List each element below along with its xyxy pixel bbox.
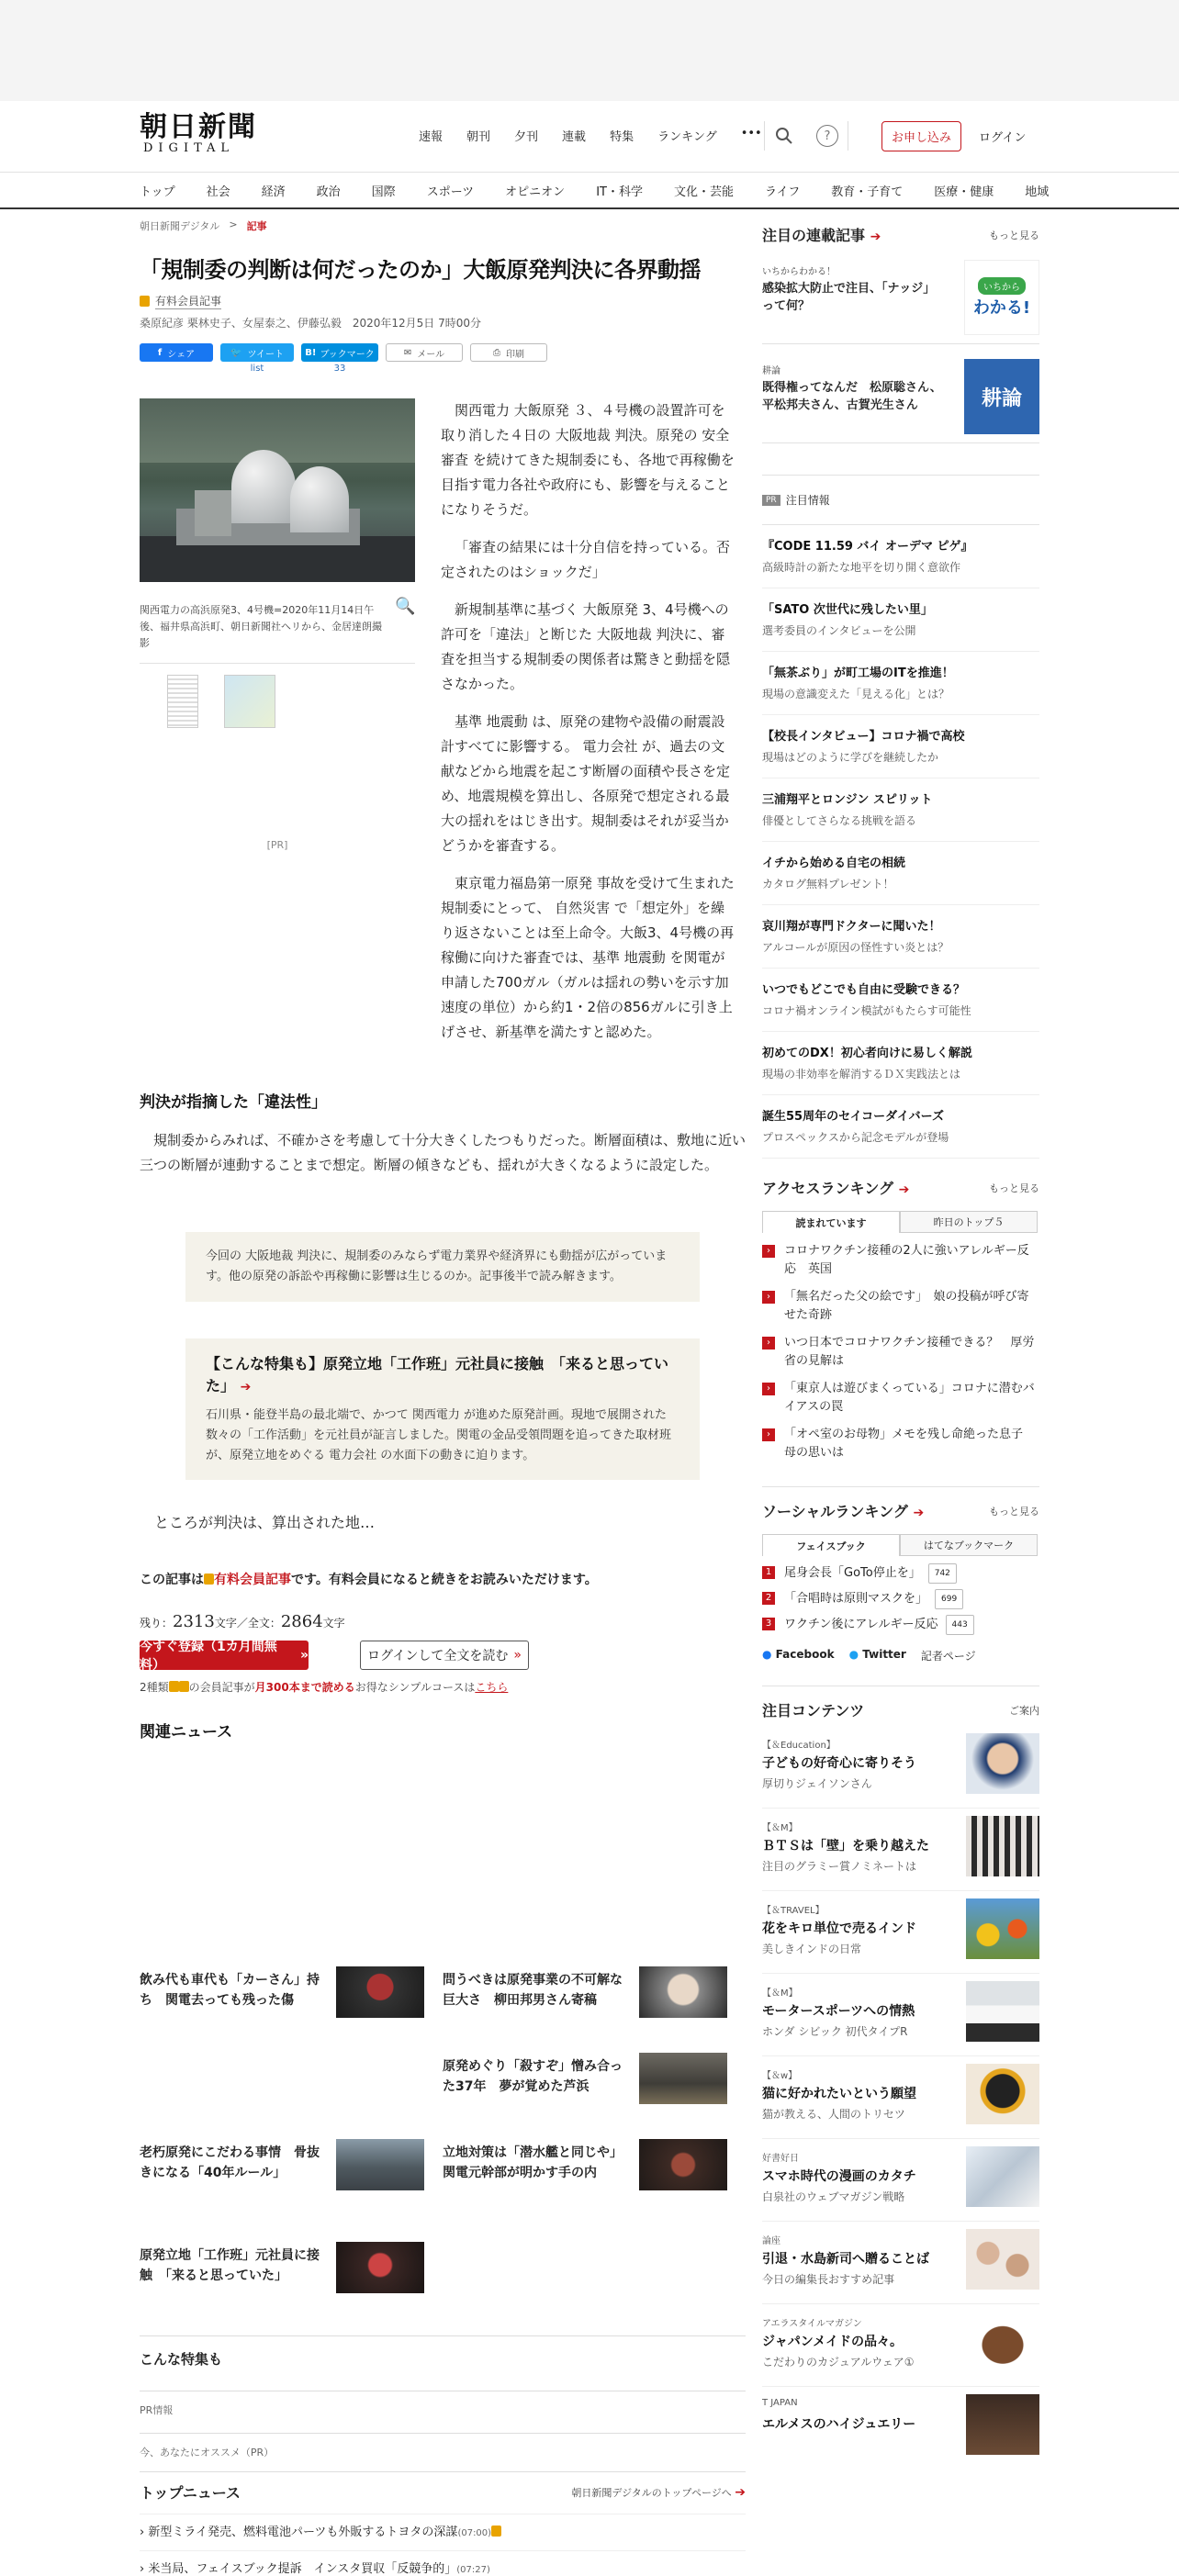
cat-sports[interactable]: スポーツ <box>426 185 475 199</box>
related-item[interactable]: 老朽原発にこだわる事情 骨抜きになる「40年ルール」 <box>140 2139 426 2194</box>
tab-hatena[interactable]: はてなブックマーク <box>900 1534 1038 1556</box>
login-read-button[interactable]: ログインして全文を読む » <box>360 1641 529 1670</box>
pr-item[interactable]: 三浦翔平とロンジン スピリット 俳優としてさらなる挑戦を語る <box>762 778 1039 842</box>
social-links <box>762 1648 1039 1663</box>
course-link[interactable]: こちら <box>475 1681 509 1694</box>
more-link[interactable]: もっと見る <box>989 1505 1039 1518</box>
summary-box: 今回の 大阪地裁 判決に、規制委のみならず電力業界や経済界にも動揺が広がっています。他の原発の訴訟や再稼働に影響は生じるのか。記事後半で読み解きます。 <box>185 1232 700 1302</box>
serial-item[interactable]: 耕論 既得権ってなんだ 松原聡さん、平松邦夫さん、古賀光生さん 耕論 <box>762 344 1039 443</box>
pr-list <box>762 524 1039 1159</box>
content-image <box>966 1733 1039 1794</box>
pr-item[interactable]: 誕生55周年のセイコーダイバーズ プロスペックスから記念モデルが登場 <box>762 1095 1039 1159</box>
pr-item[interactable]: 【校長インタビュー】コロナ禍で高校 現場はどのように学びを継続したか <box>762 715 1039 778</box>
content-item[interactable]: 【＆M】 ＢＴＳは「壁」を乗り越えた 注目のグラミー賞ノミネートは <box>762 1809 1039 1891</box>
lock-icon <box>204 1574 214 1585</box>
print-icon: ⎙ <box>493 347 500 358</box>
lock-icon <box>169 1681 179 1692</box>
feature-title[interactable]: 【こんな特集も】原発立地「工作班」元社員に接触 「来ると思っていた」 ➔ <box>206 1355 669 1394</box>
chevron-right-icon: › <box>140 2526 149 2539</box>
paragraph: 基準 地震動 は、原発の建物や設備の耐震設計すべてに影響する。 電力会社 が、過去の文献などから地震を起こす断層の面積や長さを定め、地震規模を算出し、各原発で想定される最大の揺れをはじき出す。規制委はそれが妥当かどうかを審査する。 <box>441 713 731 854</box>
recommend-label: 今、あなたにオススメ（PR） <box>140 2433 746 2459</box>
serial-image: いちから わかる! <box>964 260 1039 335</box>
hatena-icon: B! <box>305 347 317 358</box>
topnews-item[interactable]: › 新型ミライ発売、燃料電池パーツも外販するトヨタの深謀(07:00) <box>140 2514 746 2539</box>
contents-list <box>762 1726 1039 2470</box>
arrow-right-icon: ➔ <box>240 1380 252 1394</box>
content-item[interactable]: 【＆w】 猫に好かれたいという願望 猫が教える、人間のトリセツ <box>762 2056 1039 2139</box>
rank-marker: › <box>762 1245 775 1258</box>
site-logo[interactable]: 朝日新聞 DIGITAL <box>140 111 257 155</box>
pr-item[interactable]: 哀川翔が専門ドクターに聞いた！ アルコールが原因の怪性すい炎とは？ <box>762 905 1039 969</box>
content-image <box>966 1898 1039 1959</box>
cat-health[interactable]: 医療・健康 <box>934 185 994 199</box>
topnews-item[interactable]: › 米当局、フェイスブック提訴 インスタ買収「反競争的」(07:27) <box>140 2550 746 2576</box>
hatena-bookmark-button[interactable]: B! ブックマーク 33 <box>301 343 378 362</box>
rank-marker: › <box>762 1428 775 1441</box>
pr-item[interactable]: 「無茶ぶり」が町工場のITを推進！ 現場の意識変えた「見える化」とは？ <box>762 652 1039 715</box>
content-item[interactable]: 好書好日 スマホ時代の漫画のカタチ 白泉社のウェブマガジン戦略 <box>762 2139 1039 2222</box>
sidebar <box>762 213 1039 2470</box>
konna-heading: こんな特集も <box>140 2335 746 2369</box>
related-image <box>336 2242 424 2293</box>
rank-marker: › <box>762 1383 775 1395</box>
paragraph: 「審査の結果には十分自信を持っている。否定されたのはショックだ」 <box>441 539 731 580</box>
top-ad-space <box>0 0 1179 101</box>
facebook-link[interactable]: ● Facebook <box>762 1648 835 1661</box>
zoom-icon[interactable]: 🔍 <box>395 597 416 616</box>
tab-facebook[interactable]: フェイスブック <box>762 1534 900 1556</box>
cat-society[interactable]: 社会 <box>206 185 230 199</box>
header-icons <box>755 121 858 151</box>
nav-yukan[interactable]: 夕刊 <box>514 130 539 144</box>
content-item[interactable]: T JAPAN エルメスのハイジュエリー <box>762 2387 1039 2470</box>
paragraph: 関西電力 大飯原発 ３、４号機の設置許可を取り消した４日の 大阪地裁 判決。原発の 安全審査 を続けてきた規制委にも、各地で再稼働を目指す電力各社や政府にも、影響を与えることになりそうだ。 <box>441 402 735 518</box>
access-tabs <box>762 1211 1039 1233</box>
related-image <box>336 2139 424 2190</box>
contents-header: 注目コンテンツ ご案内 <box>762 1686 1039 1720</box>
crumb-home[interactable]: 朝日新聞デジタル <box>140 220 220 232</box>
content-image <box>966 2394 1039 2455</box>
article-body <box>441 398 735 1058</box>
login-button[interactable]: ログイン <box>979 131 1027 145</box>
mail-icon: ✉ <box>403 347 412 358</box>
social-item[interactable]: 1 尾身会長「GoTo停止を」 742 <box>762 1563 1039 1584</box>
ranking-item[interactable]: › 「無名だった父の絵です」 娘の投稿が呼び寄せた奇跡 <box>762 1288 1039 1325</box>
chevron-right-icon: › <box>140 2562 149 2576</box>
access-list <box>762 1242 1039 1462</box>
content-image <box>966 1816 1039 1876</box>
cat-opinion[interactable]: オピニオン <box>505 185 566 199</box>
more-link[interactable]: もっと見る <box>989 1182 1039 1194</box>
lock-icon <box>140 296 150 307</box>
guide-link[interactable]: ご案内 <box>1009 1704 1039 1717</box>
social-item[interactable]: 2 「合唱時は原則マスクを」 699 <box>762 1589 1039 1609</box>
related-image <box>639 1966 727 2018</box>
twitter-share-button[interactable]: 🐦 ツイート list <box>220 343 294 362</box>
rank-marker: › <box>762 1337 775 1350</box>
facebook-icon: f <box>157 347 163 358</box>
topnews-link[interactable]: 朝日新聞デジタルのトップページへ ➔ <box>571 2484 746 2500</box>
rank-marker: › <box>762 1291 775 1304</box>
main-column <box>140 213 747 2576</box>
content-item[interactable]: 論座 引退・水島新司へ贈ることば 今日の編集長おすすめ記事 <box>762 2222 1039 2304</box>
social-ranking-header: ソーシャルランキング ➔ もっと見る <box>762 1486 1039 1521</box>
lock-icon <box>491 2526 501 2537</box>
mail-button[interactable]: ✉ メール <box>386 343 463 362</box>
section-heading: 判決が指摘した「違法性」 <box>140 1093 327 1112</box>
course-note: 2種類 の会員記事が月300本まで読めるお得なシンプルコースはこちら <box>140 1681 509 1694</box>
twitter-icon: ● <box>848 1648 859 1661</box>
related-heading: 関連ニュース <box>140 1723 233 1742</box>
content-item[interactable]: 【＆Education】 子どもの好奇心に寄りそう 厚切りジェイソンさん <box>762 1726 1039 1809</box>
double-chevron-icon: » <box>299 1648 309 1663</box>
crumb-current[interactable]: 記事 <box>246 220 267 232</box>
breadcrumb <box>140 218 746 233</box>
cat-life[interactable]: ライフ <box>764 185 801 199</box>
cat-education[interactable]: 教育・子育て <box>831 185 904 199</box>
category-nav <box>0 173 1179 209</box>
facebook-icon: ● <box>762 1648 772 1661</box>
cat-politics[interactable]: 政治 <box>316 185 341 199</box>
social-tabs <box>762 1534 1039 1556</box>
paywall-note: この記事は 有料会員記事です。有料会員になると続きをお読みいただけます。 <box>140 1573 598 1587</box>
nav-tokushu[interactable]: 特集 <box>610 130 634 144</box>
related-item[interactable]: 飲み代も車代も「カーさん」持ち 関電去っても残った傷 <box>140 1966 426 2022</box>
content-item[interactable]: アエラスタイルマガジン ジャパンメイドの品々。 こだわりのカジュアルウェア① <box>762 2304 1039 2387</box>
content-image <box>966 2146 1039 2207</box>
arrow-right-icon: ➔ <box>735 2484 746 2500</box>
site-header <box>0 101 1179 173</box>
photo-caption: 関西電力の高浜原発3、4号機=2020年11月14日午後、福井県高浜町、朝日新聞社ヘリから、金居達朗撮影 <box>140 604 382 649</box>
apply-button[interactable]: お申し込み <box>881 121 961 151</box>
header-nav <box>419 127 762 144</box>
cutoff-text: ところが判決は、算出された地… <box>154 1514 376 1531</box>
cat-economy[interactable]: 経済 <box>261 185 286 199</box>
double-chevron-icon: » <box>513 1648 522 1663</box>
pr-label: [PR] <box>266 839 288 851</box>
crumb-sep: > <box>229 218 238 230</box>
thumbnail-document[interactable] <box>167 675 198 728</box>
related-item[interactable]: 原発めぐり「殺すぞ」憎み合った37年 夢が覚めた芦浜 <box>443 2053 729 2108</box>
thumbnail-map[interactable] <box>224 675 275 728</box>
content-image <box>966 2229 1039 2290</box>
paragraph: 東京電力福島第一原発 事故を受けて生まれた規制委にとって、 自然災害 で「想定外」を繰り返さないことは至上命令。大飯3、4号機の再稼働に向けた審査では、基準 地震動 を関電が申請した700ガル（ガルは揺れの勢いを示す加速度の単位）から約1・2倍の856ガルに引き上げさせ、新基準を満たすと認めた。 <box>441 875 735 1040</box>
share-buttons <box>140 343 746 374</box>
tab-most-read[interactable]: 読まれています <box>762 1211 900 1233</box>
nav-ranking[interactable]: ランキング <box>657 130 717 144</box>
arrow-right-icon: ➔ <box>913 1506 925 1520</box>
related-item[interactable]: 原発立地「工作班」元社員に接触 「来ると思っていた」 <box>140 2242 426 2297</box>
related-image <box>639 2053 727 2104</box>
content-item[interactable]: 【＆M】 モータースポーツへの情熱 ホンダ シビック 初代タイプR <box>762 1974 1039 2056</box>
ranking-item[interactable]: › 「オペ室のお母物」メモを残し命絶った息子 母の思いは <box>762 1426 1039 1462</box>
pr-item[interactable]: 『CODE 11.59 バイ オーデマ ピゲ』 高級時計の新たな地平を切り開く意欲作 <box>762 525 1039 588</box>
reporter-link[interactable]: 記者ページ <box>920 1650 976 1663</box>
access-ranking-header: アクセスランキング ➔ もっと見る <box>762 1180 1039 1197</box>
nav-more[interactable]: ••• <box>740 127 762 140</box>
pr-item[interactable]: 初めてのDX！初心者向けに易しく解説 現場の非効率を解消するＤＸ実践法とは <box>762 1032 1039 1095</box>
pr-item[interactable]: 「SATO 次世代に残したい里」 選考委員のインタビューを公開 <box>762 588 1039 652</box>
search-icon[interactable] <box>774 126 794 146</box>
cat-it-science[interactable]: IT・科学 <box>596 185 643 199</box>
remaining-count: 残り：2313文字／全文：2864文字 <box>140 1612 345 1631</box>
ranking-item[interactable]: › コロナワクチン接種の2人に強いアレルギー反応 英国 <box>762 1242 1039 1279</box>
twitter-link[interactable]: ● Twitter <box>848 1648 906 1661</box>
print-button[interactable]: ⎙ 印刷 <box>470 343 547 362</box>
lock-icon <box>179 1681 189 1692</box>
cat-culture[interactable]: 文化・芸能 <box>673 185 734 199</box>
related-image <box>639 2139 727 2190</box>
photo-thumbnails <box>140 663 415 728</box>
pr-item[interactable]: いつでもどこでも自由に受験できる？ コロナ禍オンライン模試がもたらす可能性 <box>762 969 1039 1032</box>
article-photo[interactable] <box>140 398 415 582</box>
cat-international[interactable]: 国際 <box>371 185 396 199</box>
feature-text: 石川県・能登半島の最北端で、かつて 関西電力 が進めた原発計画。現地で展開された数々の「工作活動」を元社員が証言しました。関電の金品受領問題を追ってきた取材班が、原発立地をめぐる 電力会社 の水面下の動きに迫ります。 <box>206 1408 672 1462</box>
social-list <box>762 1563 1039 1635</box>
related-item[interactable]: 問うべきは原発事業の不可解な巨大さ 柳田邦男さん寄稿 <box>443 1966 729 2022</box>
byline: 桑原紀彦 栗林史子、女屋泰之、伊藤弘毅 2020年12月5日 7時00分 <box>140 317 481 330</box>
divider <box>764 121 765 151</box>
facebook-share-button[interactable]: f シェア <box>140 343 213 362</box>
serial-image: 耕論 <box>964 359 1039 434</box>
ranking-item[interactable]: › いつ日本でコロナワクチン接種できる？ 厚労省の見解は <box>762 1334 1039 1371</box>
serial-header: 注目の連載記事 ➔ もっと見る <box>762 227 1039 244</box>
nav-rensai[interactable]: 連載 <box>562 130 587 144</box>
help-icon[interactable]: ? <box>816 125 838 147</box>
content-image <box>966 2312 1039 2372</box>
arrow-right-icon: ➔ <box>898 1182 910 1197</box>
feature-box[interactable] <box>185 1338 700 1480</box>
member-badge: 有料会員記事 <box>140 293 746 309</box>
cat-top[interactable]: トップ <box>140 185 175 199</box>
social-item[interactable]: 3 ワクチン後にアレルギー反応 443 <box>762 1615 1039 1635</box>
nav-sokuho[interactable]: 速報 <box>419 130 444 144</box>
pr-header: PR 注目情報 <box>762 492 1039 508</box>
serial-item[interactable]: いちからわかる！ 感染拡大防止で注目、「ナッジ」って何？ いちから わかる! <box>762 245 1039 344</box>
paragraph: 規制委からみれば、不確かさを考慮して十分大きくしたつもりだった。断層面積は、敷地に近い三つの断層が連動することまで想定。断層の傾きなども、揺れが大きくなるように設定した。 <box>140 1132 747 1173</box>
nav-choukan[interactable]: 朝刊 <box>466 130 491 144</box>
register-button[interactable]: 今すぐ登録（1カ月間無料） » <box>140 1640 309 1673</box>
more-link[interactable]: もっと見る <box>989 229 1039 241</box>
ranking-item[interactable]: › 「東京人は遊びまくっている」コロナに潜むバイアスの罠 <box>762 1380 1039 1417</box>
related-item[interactable]: 立地対策は「潜水艦と同じや」関電元幹部が明かす手の内 <box>443 2139 729 2194</box>
content-image <box>966 2064 1039 2124</box>
pr-info: PR情報 <box>140 2391 746 2417</box>
content-image <box>966 1981 1039 2042</box>
tab-yesterday-top5[interactable]: 昨日のトップ５ <box>900 1211 1038 1233</box>
cat-region[interactable]: 地域 <box>1025 185 1050 199</box>
related-image <box>336 1966 424 2018</box>
top-news <box>140 2471 746 2576</box>
topnews-heading: トップニュース <box>140 2484 241 2502</box>
related-news <box>140 1719 746 1756</box>
arrow-right-icon: ➔ <box>870 230 881 244</box>
pr-item[interactable]: イチから始める自宅の相続 カタログ無料プレゼント！ <box>762 842 1039 905</box>
paragraph: 新規制基準に基づく 大飯原発 3、4号機への許可を「違法」と断じた 大阪地裁 判決に、審査を担当する規制委の関係者は驚きと動揺を隠さなかった。 <box>441 601 731 692</box>
article-title: 「規制委の判断は何だったのか」大飯原発判決に各界動揺 <box>140 256 701 283</box>
content-item[interactable]: 【＆TRAVEL】 花をキロ単位で売るインド 美しきインドの日常 <box>762 1891 1039 1974</box>
twitter-icon: 🐦 <box>230 347 242 358</box>
section-illegality <box>140 1089 746 1178</box>
